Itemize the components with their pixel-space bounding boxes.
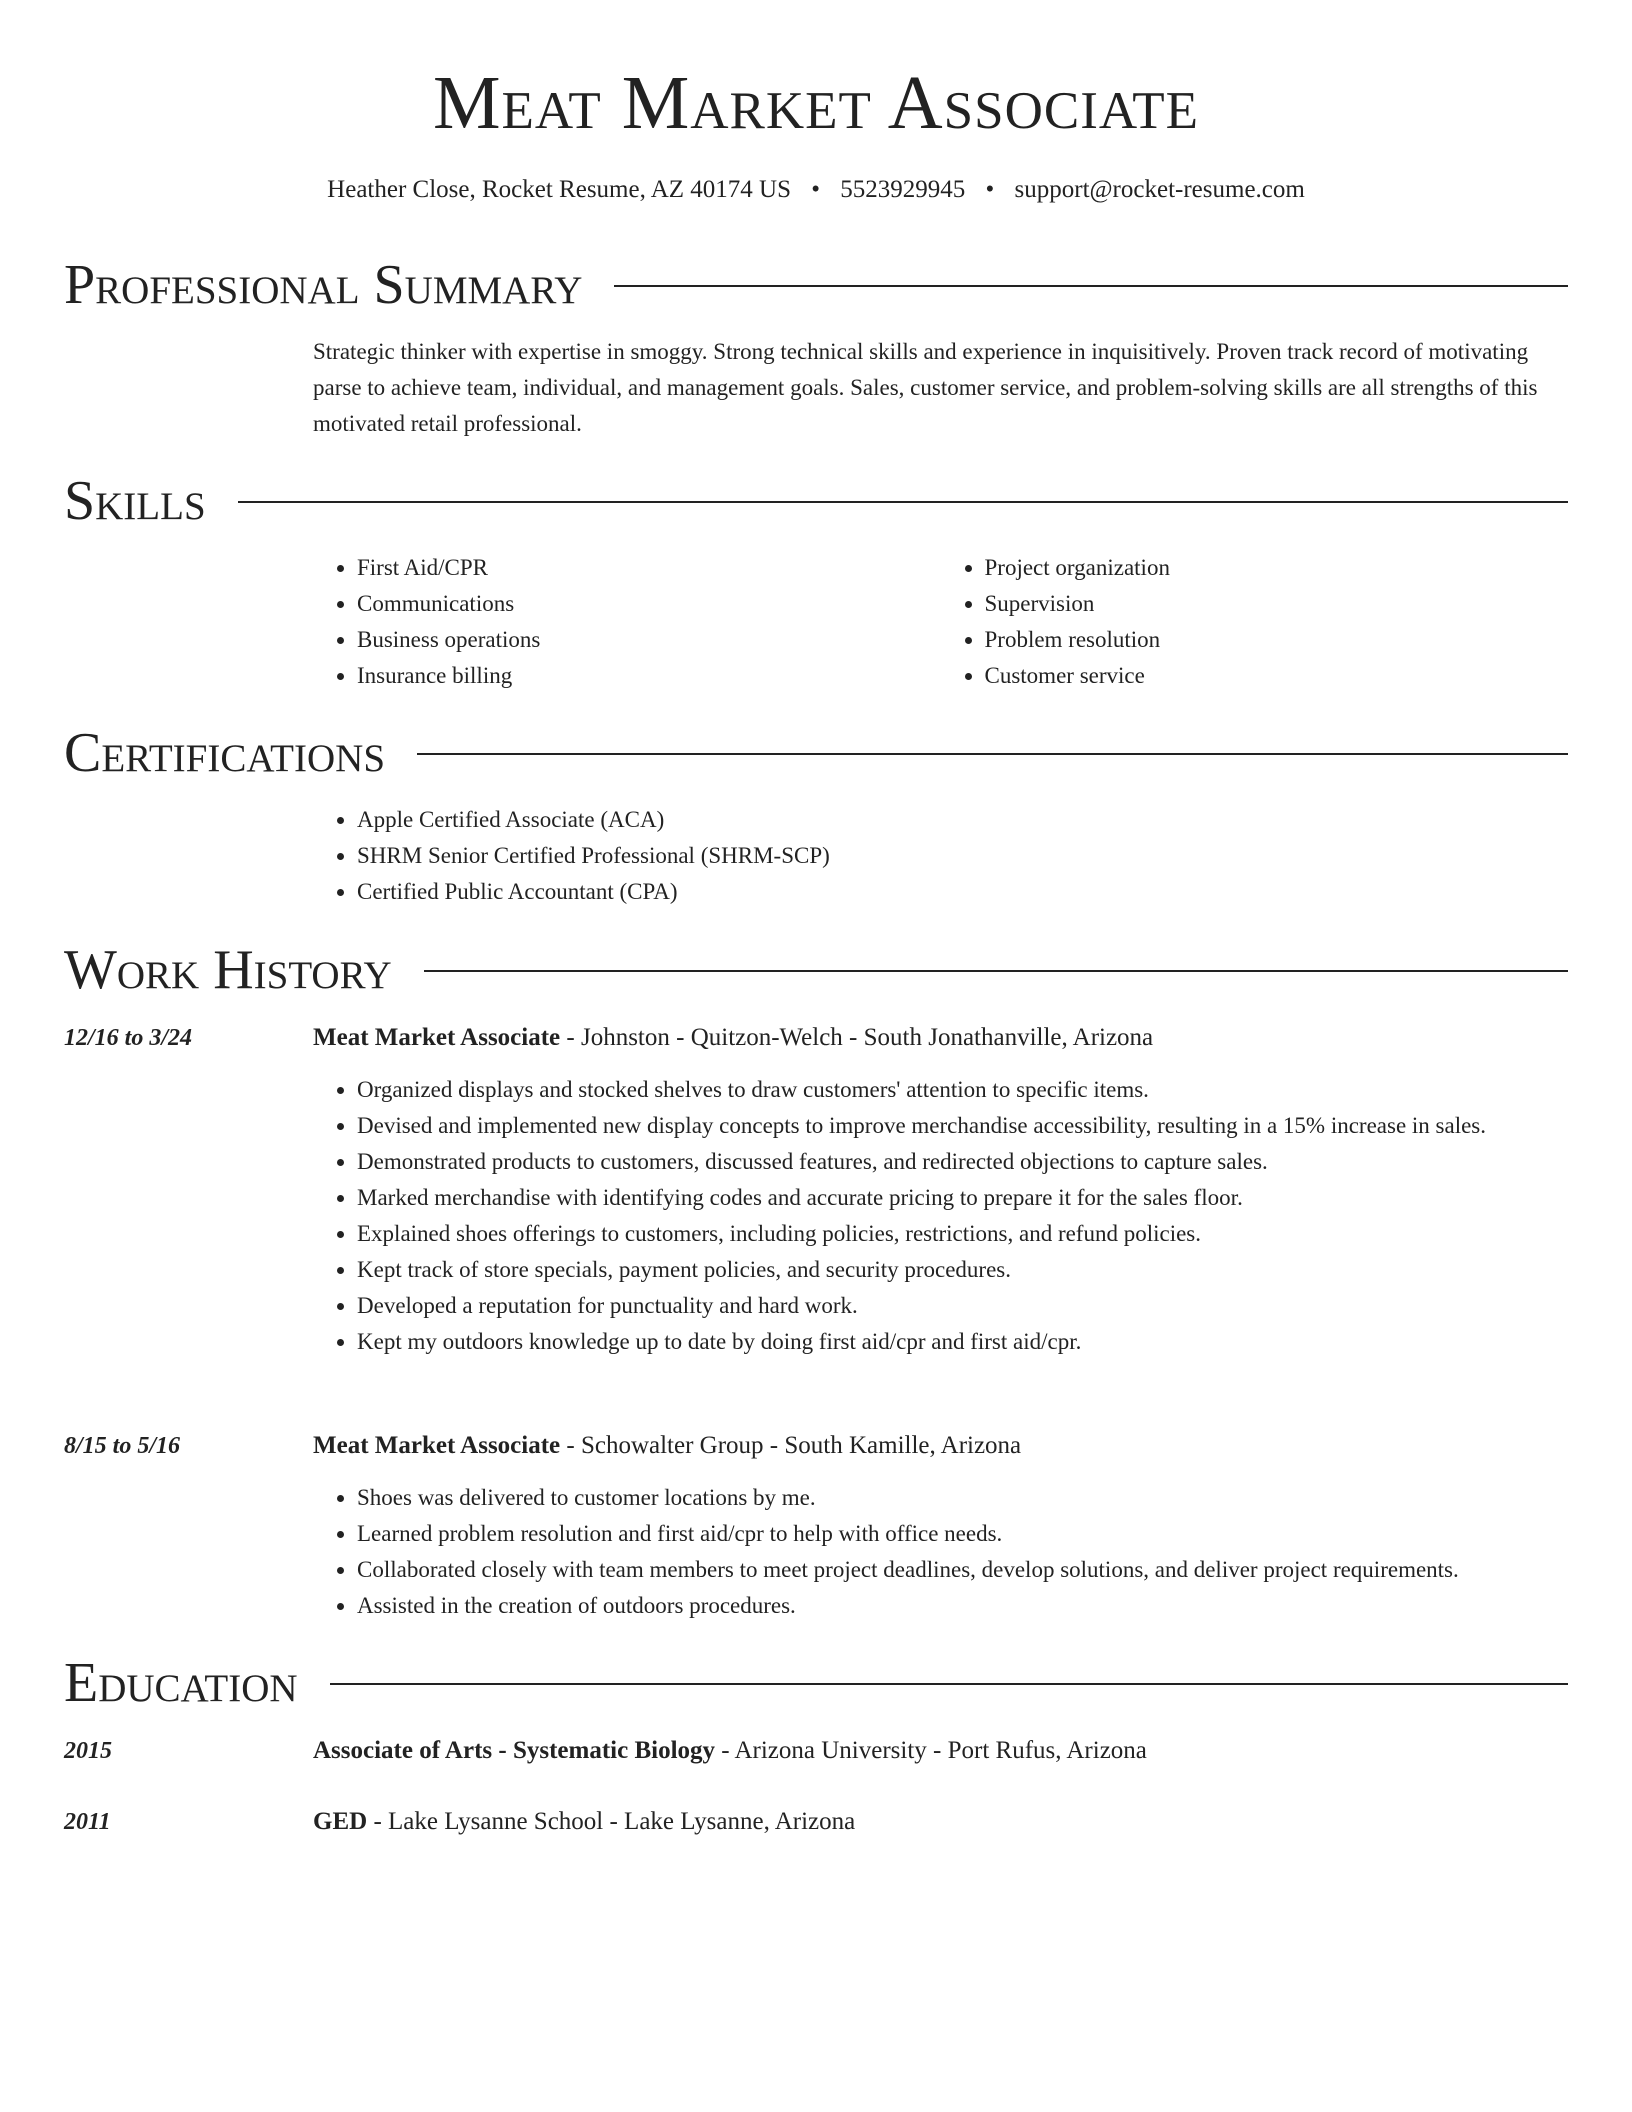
skill-item: • Problem resolution [985,622,1569,658]
resume-title: Meat Market Associate [432,61,1200,145]
job-bullet: • Demonstrated products to customers, discussed features, and redirected objections to capture sales. [357,1144,1568,1180]
skill-item: • Customer service [985,658,1569,694]
skills-list [313,550,1568,694]
summary-section-header [64,250,1568,320]
education-heading: Education [64,1652,298,1714]
certifications-heading: Certifications [64,722,386,784]
section-divider [614,285,1568,287]
section-divider [330,1683,1568,1685]
contact-phone: 5523929945 [840,176,966,203]
job-bullet: • Collaborated closely with team members to meet project deadlines, develop solutions, and deliver project requirements. [357,1552,1568,1588]
skill-item: • Supervision [985,586,1569,622]
job-employer: - Johnston - Quitzon-Welch - South Jonathanville, Arizona [560,1024,1154,1051]
skill-item: • Insurance billing [357,658,941,694]
contact-address: Heather Close, Rocket Resume, AZ 40174 US [327,176,791,203]
summary-heading: Professional Summary [64,254,583,316]
job-dates: 12/16 to 3/24 [64,1025,193,1051]
contact-separator: • [985,176,995,203]
skill-item: • Project organization [985,550,1569,586]
education-degree: GED [313,1808,368,1835]
education-section-header [64,1648,1568,1718]
contact-email: support@rocket-resume.com [1014,176,1305,203]
job-dates: 8/15 to 5/16 [64,1433,181,1459]
certifications-section-header [64,718,1568,788]
education-year: 2015 [64,1738,112,1764]
section-divider [417,753,1568,755]
certifications-list [313,802,1568,910]
job-bullet: • Organized displays and stocked shelves to draw customers' attention to specific items. [357,1072,1568,1108]
job-title: Meat Market Associate [313,1024,561,1051]
education-school: - Lake Lysanne School - Lake Lysanne, Arizona [367,1808,856,1835]
job-title: Meat Market Associate [313,1432,561,1459]
work-section-header [64,935,1568,1005]
job-heading [313,1428,1568,1464]
skills-section-header [64,466,1568,536]
work-heading: Work History [64,939,392,1001]
job-bullet: • Shoes was delivered to customer locations by me. [357,1480,1568,1516]
contact-separator: • [811,176,821,203]
certification-item: • Certified Public Accountant (CPA) [357,874,1568,910]
job-bullets [313,1480,1568,1624]
education-entry [313,1804,1568,1840]
job-bullet: • Kept my outdoors knowledge up to date by doing first aid/cpr and first aid/cpr. [357,1324,1568,1360]
summary-text: Strategic thinker with expertise in smoggy. Strong technical skills and experience in inquisitively. Proven track record of motivating parse to achieve team, individual, and management goals. Sales, customer service, and problem-solving skills are all strengths of this motivated retail professional. [313,339,1538,436]
job-bullet: • Marked merchandise with identifying codes and accurate pricing to prepare it for the sales floor. [357,1180,1568,1216]
job-bullets [313,1072,1568,1360]
job-heading [313,1020,1568,1056]
contact-line [64,172,1568,208]
job-employer: - Schowalter Group - South Kamille, Arizona [560,1432,1022,1459]
section-divider [238,501,1568,503]
education-school: - Arizona University - Port Rufus, Arizona [715,1737,1147,1764]
skills-column-right [941,550,1569,694]
skills-heading: Skills [64,470,206,532]
job-bullet: • Explained shoes offerings to customers, including policies, restrictions, and refund policies. [357,1216,1568,1252]
section-divider [424,970,1568,972]
skills-column-left [313,550,941,694]
job-bullet: • Developed a reputation for punctuality and hard work. [357,1288,1568,1324]
skill-item: • Communications [357,586,941,622]
certification-item: • SHRM Senior Certified Professional (SHRM-SCP) [357,838,1568,874]
education-year: 2011 [64,1809,111,1835]
skill-item: • First Aid/CPR [357,550,941,586]
job-bullet: • Learned problem resolution and first aid/cpr to help with office needs. [357,1516,1568,1552]
education-entry [313,1733,1568,1769]
job-bullet: • Devised and implemented new display concepts to improve merchandise accessibility, resulting in a 15% increase in sales. [357,1108,1568,1144]
job-bullet: • Assisted in the creation of outdoors procedures. [357,1588,1568,1624]
job-bullet: • Kept track of store specials, payment policies, and security procedures. [357,1252,1568,1288]
skill-item: • Business operations [357,622,941,658]
education-degree: Associate of Arts - Systematic Biology [313,1737,716,1764]
certification-item: • Apple Certified Associate (ACA) [357,802,1568,838]
